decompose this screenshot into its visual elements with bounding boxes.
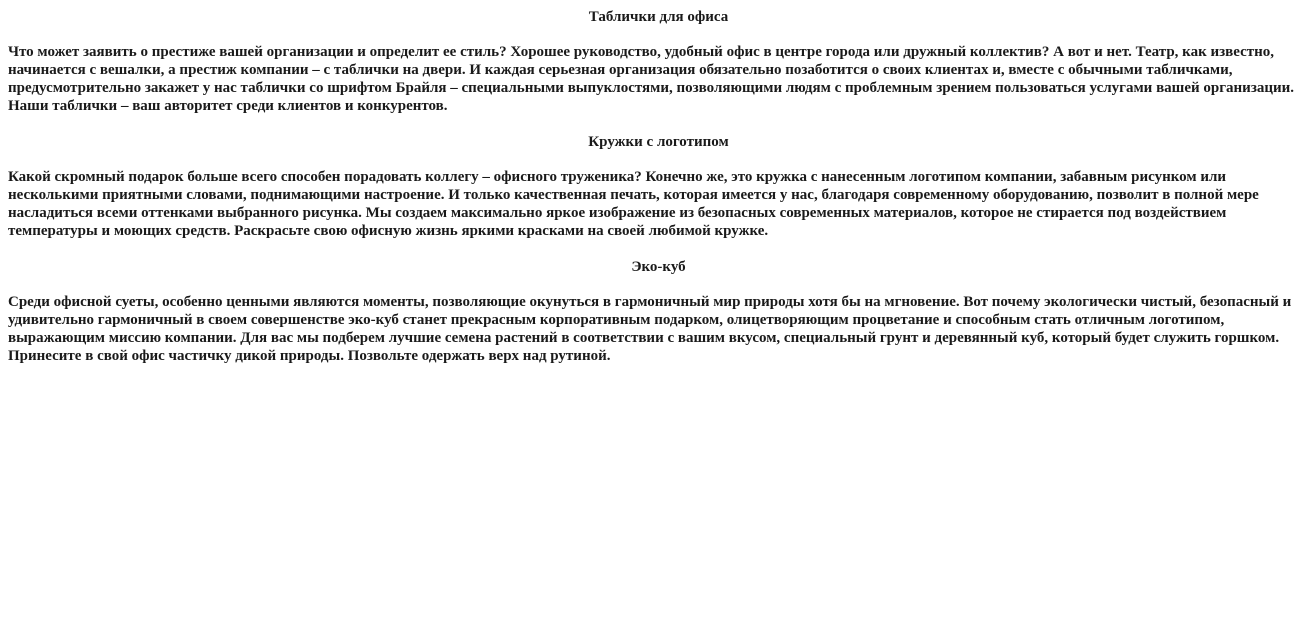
section-eco-cube	[8, 258, 1309, 365]
section-office-signs	[8, 8, 1309, 115]
section-title: Эко-куб	[631, 259, 686, 275]
section-paragraph: Среди офисной суеты, особенно ценными являются моменты, позволяющие окунуться в гармоничный мир природы хотя бы на мгновение. Вот почему экологически чистый, безопасный и удивительно гармоничный в своем совершенстве эко-куб станет прекрасным корпоративным подарком, олицетворяющим процветание и способным стать отличным логотипом, выражающим миссию компании. Для вас мы подберем лучшие семена растений в соответствии с вашим вкусом, специальный грунт и деревянный куб, который будет служить горшком. Принесите в свой офис частичку дикой природы. Позвольте одержать верх над рутиной.	[8, 294, 1292, 364]
section-logo-mugs	[8, 133, 1309, 240]
section-title: Таблички для офиса	[588, 9, 729, 25]
section-title: Кружки с логотипом	[588, 134, 729, 150]
section-paragraph: Какой скромный подарок больше всего способен порадовать коллегу – офисного труженика? Конечно же, это кружка с нанесенным логотипом компании, забавным рисунком или несколькими приятными словами, поднимающими настроение. И только качественная печать, которая имеется у нас, благодаря современному оборудованию, позволит в полной мере насладиться всеми оттенками выбранного рисунка. Мы создаем максимально яркое изображение из безопасных современных материалов, которое не стирается под воздействием температуры и моющих средств. Раскрасьте свою офисную жизнь яркими красками на своей любимой кружке.	[8, 169, 1259, 239]
section-paragraph: Что может заявить о престиже вашей организации и определит ее стиль? Хорошее руководство, удобный офис в центре города или дружный коллектив? А вот и нет. Театр, как известно, начинается с вешалки, а престиж компании – с таблички на двери. И каждая серьезная организация обязательно позаботится о своих клиентах и, вместе с обычными табличками, предусмотрительно закажет у нас таблички со шрифтом Брайля – специальными выпуклостями, позволяющими людям с проблемным зрением пользоваться услугами вашей организации. Наши таблички – ваш авторитет среди клиентов и конкурентов.	[8, 44, 1295, 114]
